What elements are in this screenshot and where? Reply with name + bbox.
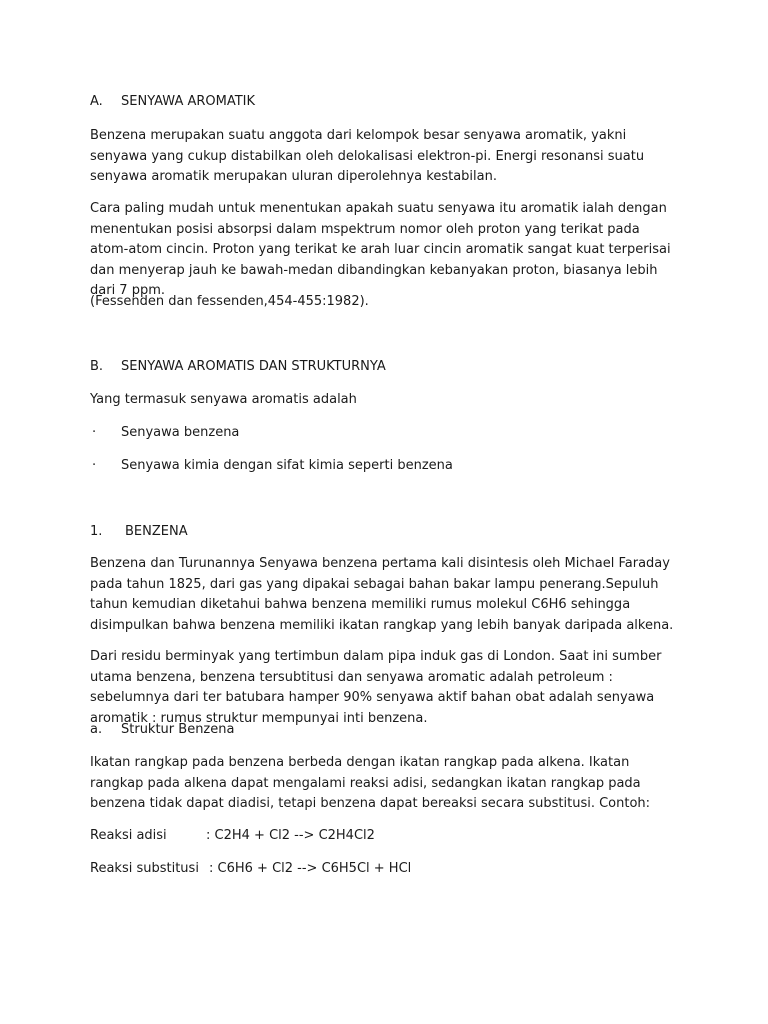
section-b-title: SENYAWA AROMATIS DAN STRUKTURNYA xyxy=(121,359,386,374)
reaction-label: Reaksi substitusi xyxy=(90,861,199,876)
reaction-equation: : C6H6 + Cl2 --> C6H5Cl + HCl xyxy=(209,861,412,876)
subsection-a-number: a. xyxy=(90,722,103,737)
section-a-heading xyxy=(90,92,680,113)
section-a-title: SENYAWA AROMATIK xyxy=(121,94,256,109)
reaction-label: Reaksi adisi xyxy=(90,828,167,843)
section-b-heading xyxy=(90,357,680,378)
section-1-paragraph-1: Benzena dan Turunannya Senyawa benzena pertama kali disintesis oleh Michael Faraday pada tahun 1825, dari gas yang dipakai sebagai bahan bakar lampu penerang.Sepuluh tahun kemudian diketahui bahwa benzena memiliki rumus molekul C6H6 sehingga disimpulkan bahwa benzena memiliki ikatan rangkap yang lebih banyak daripada alkena. xyxy=(90,556,674,633)
section-b-intro: Yang termasuk senyawa aromatis adalah xyxy=(90,392,357,407)
bullet-marker: · xyxy=(92,425,97,440)
section-a-paragraph-1: Benzena merupakan suatu anggota dari kelompok besar senyawa aromatik, yakni senyawa yang cukup distabilkan oleh delokalisasi elektron-pi. Energi resonansi suatu senyawa aromatik merupakan uluran diperolehnya kestabilan. xyxy=(90,128,645,184)
list-item xyxy=(90,423,680,444)
list-item-text: Senyawa benzena xyxy=(121,425,240,440)
section-b-number: B. xyxy=(90,359,104,374)
subsection-a-title: Struktur Benzena xyxy=(121,722,235,737)
section-a-citation: (Fessenden dan fessenden,454-455:1982). xyxy=(90,294,369,309)
section-a-paragraph-2: Cara paling mudah untuk menentukan apakah suatu senyawa itu aromatik ialah dengan menentukan posisi absorpsi dalam mspektrum nomor oleh proton yang terikat pada atom-atom cincin. Proton yang terikat ke arah luar cincin aromatik sangat kuat terperisai dan menyerap jauh ke bawah-medan dibandingkan kebanyakan proton, biasanya lebih dari 7 ppm. xyxy=(90,201,671,298)
bullet-marker: · xyxy=(92,458,97,473)
reaction-row-substitusi xyxy=(90,859,680,880)
section-1-title: BENZENA xyxy=(125,524,188,539)
subsection-a-paragraph: Ikatan rangkap pada benzena berbeda dengan ikatan rangkap pada alkena. Ikatan rangkap pada alkena dapat mengalami reaksi adisi, sedangkan ikatan rangkap pada benzena tidak dapat diadisi, tetapi benzena dapat bereaksi secara substitusi. Contoh: xyxy=(90,755,651,811)
list-item-text: Senyawa kimia dengan sifat kimia seperti benzena xyxy=(121,458,453,473)
list-item xyxy=(90,456,680,477)
reaction-equation: : C2H4 + Cl2 --> C2H4Cl2 xyxy=(206,828,375,843)
section-1-paragraph-2: Dari residu berminyak yang tertimbun dalam pipa induk gas di London. Saat ini sumber utama benzena, benzena tersubtitusi dan senyawa aromatic adalah petroleum : sebelumnya dari ter batubara hamper 90% senyawa aktif bahan obat adalah senyawa aromatik : rumus struktur mempunyai inti benzena. xyxy=(90,649,662,726)
subsection-a-heading xyxy=(90,720,680,741)
reaction-row-adisi xyxy=(90,826,680,847)
section-1-heading xyxy=(90,522,680,543)
section-a-number: A. xyxy=(90,94,103,109)
section-1-number: 1. xyxy=(90,524,103,539)
